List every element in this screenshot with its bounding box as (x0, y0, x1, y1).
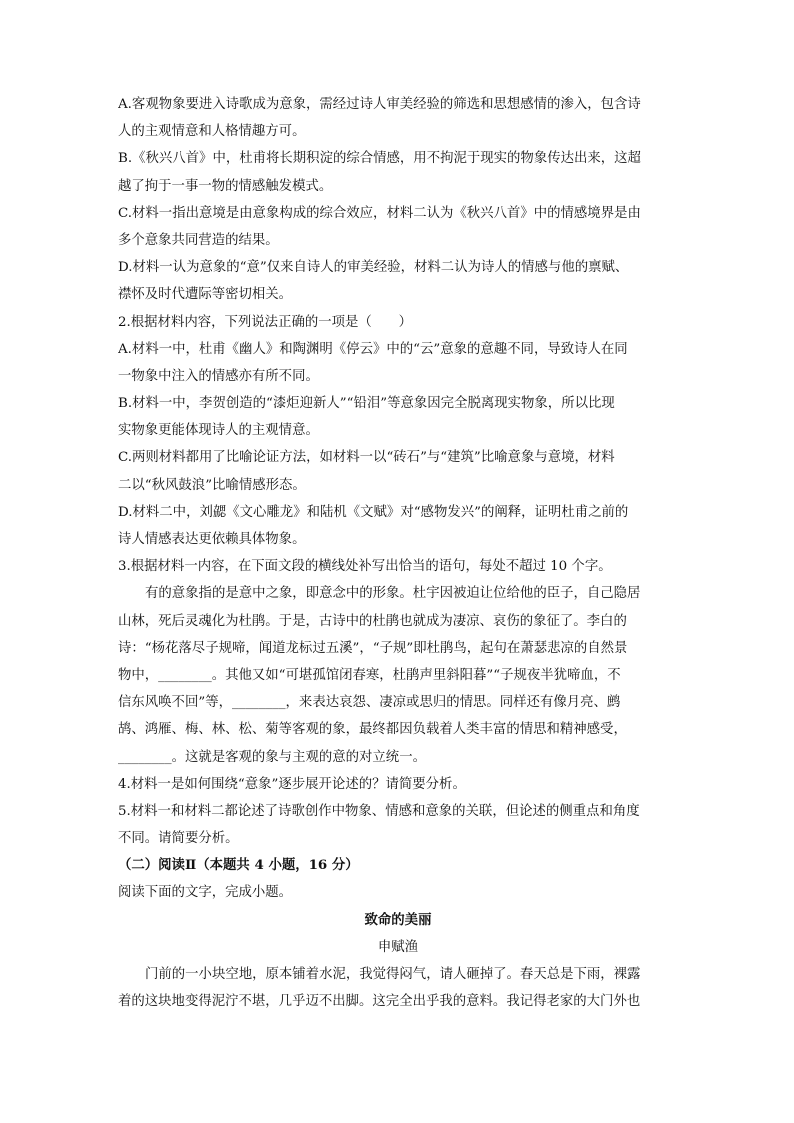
text-line: A.客观物象要进入诗歌成为意象，需经过诗人审美经验的筛选和思想感情的渗入，包含诗 (118, 97, 641, 112)
text-line: 诗人情感表达更依赖具体物象。 (118, 532, 306, 547)
text-line: 襟怀及时代遭际等密切相关。 (118, 287, 293, 303)
text-line: 有的意象指的是意中之象，即意念中的形象。杜宇因被迫让位给他的臣子，自己隐居 (145, 586, 641, 602)
text-line: 4.材料一是如何围绕“意象”逐步展开论述的？请简要分析。 (118, 776, 466, 792)
text-line: B.材料一中，李贺创造的“漆炬迎新人”“铅泪”等意象因完全脱离现实物象，所以比现 (118, 396, 615, 412)
text-line: 着的这块地变得泥泞不堪，几乎迈不出脚。这完全出乎我的意料。我记得老家的大门外也 (118, 994, 641, 1010)
text-line: 3.根据材料一内容，在下面文段的横线处补写出恰当的语句，每处不超过 10 个字。 (118, 559, 612, 575)
text-line: ________。这就是客观的象与主观的意的对立统一。 (118, 749, 426, 765)
text-line: 致命的美丽 (364, 911, 432, 928)
text-line: 实物象更能体现诗人的主观情意。 (118, 423, 319, 439)
text-line: 2.根据材料内容，下列说法正确的一项是（ ） (118, 314, 412, 330)
text-line: 一物象中注入的情感亦有所不同。 (118, 368, 319, 384)
text-line: 5.材料一和材料二都论述了诗歌创作中物象、情感和意象的关联，但论述的侧重点和角度 (118, 803, 640, 819)
text-line: 人的主观情意和人格情趣方可。 (118, 124, 306, 140)
text-line: 门前的一小块空地，原本铺着水泥，我觉得闷气，请人砸掉了。春天总是下雨，裸露 (145, 967, 641, 982)
text-line: 山林，死后灵魂化为杜鹃。于是，古诗中的杜鹃也就成为凄凉、哀伤的象征了。李白的 (118, 613, 627, 629)
text-line: 不同。请简要分析。 (118, 831, 239, 847)
text-line: 物中，________。其他又如“可堪孤馆闭春寒，杜鹃声里斜阳暮”“子规夜半犹啼血，不 (118, 667, 621, 683)
text-line: 越了拘于一事一物的情感触发模式。 (118, 178, 333, 194)
text-line: D.材料二中，刘勰《文心雕龙》和陆机《文赋》对“感物发兴”的阐释，证明杜甫之前的 (118, 504, 629, 520)
text-line: C.材料一指出意境是由意象构成的综合效应，材料二认为《秋兴八首》中的情感境界是由 (118, 205, 641, 221)
text-line: D.材料一认为意象的“意”仅来自诗人的审美经验，材料二认为诗人的情感与他的禀赋、 (118, 260, 629, 276)
text-line: 信东风唤不回”等，________，来表达哀怨、凄凉或思归的情思。同样还有像月亮、鹧 (118, 695, 621, 711)
text-line: （二）阅读Ⅱ（本题共 4 小题，16 分） (118, 857, 359, 874)
text-line: A.材料一中，杜甫《幽人》和陶渊明《停云》中的“云”意象的意趣不同，导致诗人在同 (118, 341, 628, 357)
text-line: 鸪、鸿雁、梅、林、松、菊等客观的象，最终都因负载着人类丰富的情思和精神感受， (118, 722, 627, 738)
text-line: C.两则材料都用了比喻论证方法，如材料一以“砖石”与“建筑”比喻意象与意境，材料 (118, 450, 615, 466)
text-line: 阅读下面的文字，完成小题。 (118, 885, 293, 901)
text-line: 诗：“杨花落尽子规啼，闻道龙标过五溪”，“子规”即杜鹃鸟，起句在萧瑟悲凉的自然景 (118, 640, 628, 656)
text-line: B.《秋兴八首》中，杜甫将长期积淀的综合情感，用不拘泥于现实的物象传达出来，这超 (118, 151, 641, 167)
document-page (118, 91, 678, 1015)
text-line: 多个意象共同营造的结果。 (118, 232, 279, 248)
text-line: 申赋渔 (377, 939, 419, 955)
text-line: 二以“秋风鼓浪”比喻情感形态。 (118, 477, 306, 493)
